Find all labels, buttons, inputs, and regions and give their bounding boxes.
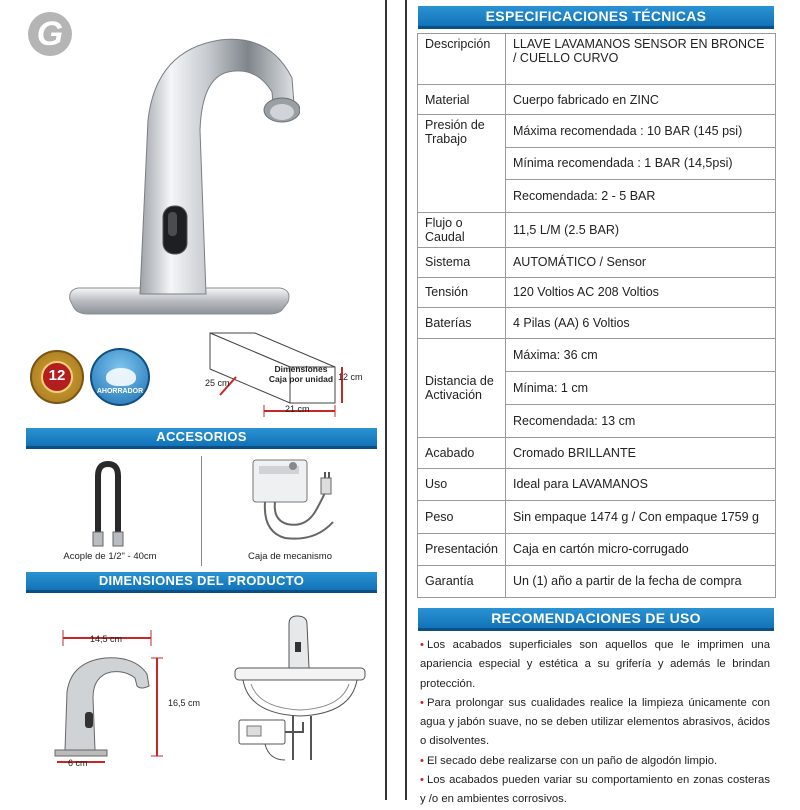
mechanism-box-icon [245, 452, 345, 547]
spec-value: Mínima recomendada : 1 BAR (14,5psi) [505, 147, 775, 180]
recommendations-header: RECOMENDACIONES DE USO [418, 608, 774, 631]
spec-row [418, 85, 776, 115]
spec-value: 4 Pilas (AA) 6 Voltios [505, 307, 775, 338]
box-width-value: 21 cm [285, 404, 310, 414]
accessory-caption-hose: Acople de 1/2" - 40cm [63, 551, 157, 562]
spec-value: Caja en cartón micro-corrugado [505, 533, 775, 565]
spec-row [418, 468, 776, 500]
spec-value: Máxima recomendada : 10 BAR (145 psi) [505, 115, 775, 148]
spec-row [418, 533, 776, 565]
spec-row [418, 338, 776, 371]
recommendation-item: • Los acabados pueden variar su comportamiento en zonas costeras y /o en ambientes corrosivos. [420, 774, 770, 806]
box-label-line1: Dimensiones [274, 364, 328, 374]
spec-row [418, 307, 776, 338]
spec-key: Distancia de Activación [418, 338, 506, 437]
spec-value: Cromado BRILLANTE [505, 437, 775, 468]
spec-row [418, 247, 776, 277]
accessories-header: ACCESORIOS [26, 428, 377, 449]
spec-value: LLAVE LAVAMANOS SENSOR EN BRONCE / CUELLO CURVO [505, 34, 775, 85]
spec-row [418, 500, 776, 533]
warranty-years: 12 [48, 367, 66, 384]
box-label-line2: Caja por unidad [268, 374, 334, 384]
spec-value: 120 Voltios AC 208 Voltios [505, 277, 775, 307]
spec-row [418, 437, 776, 468]
spec-key: Baterías [418, 307, 506, 338]
spec-row [418, 34, 776, 85]
sink-installation-drawing [225, 610, 375, 770]
spec-row [418, 565, 776, 597]
spec-row [418, 277, 776, 307]
right-divider [405, 0, 407, 800]
spec-row [418, 212, 776, 247]
spec-value: Mínima: 1 cm [505, 371, 775, 404]
spec-header: ESPECIFICACIONES TÉCNICAS [418, 6, 774, 29]
recommendations-list [420, 636, 770, 810]
spec-key: Uso [418, 468, 506, 500]
warranty-badge [30, 350, 84, 404]
product-reach-value: 14,5 cm [90, 634, 123, 644]
box-depth-value: 25 cm [205, 378, 230, 388]
spec-row [418, 115, 776, 148]
spec-value: Ideal para LAVAMANOS [505, 468, 775, 500]
hose-icon [90, 458, 126, 550]
spec-key: Acabado [418, 437, 506, 468]
spec-key: Descripción [418, 34, 506, 85]
dimensions-header: DIMENSIONES DEL PRODUCTO [26, 572, 377, 593]
faucet-image [60, 20, 300, 325]
spec-value: Máxima: 36 cm [505, 338, 775, 371]
spec-value: 11,5 L/M (2.5 BAR) [505, 212, 775, 247]
box-height-value: 12 cm [338, 372, 363, 382]
product-height-value: 16,5 cm [168, 698, 201, 708]
spec-value: Recomendada: 13 cm [505, 404, 775, 437]
water-saving-badge [90, 348, 150, 406]
spec-key: Material [418, 85, 506, 115]
left-divider [385, 0, 387, 800]
spec-key: Peso [418, 500, 506, 533]
spec-value: AUTOMÁTICO / Sensor [505, 247, 775, 277]
spec-value: Cuerpo fabricado en ZINC [505, 85, 775, 115]
spec-key: Tensión [418, 277, 506, 307]
spec-key: Flujo o Caudal [418, 212, 506, 247]
spec-key: Presentación [418, 533, 506, 565]
brand-logo-letter: G [36, 15, 64, 53]
spec-value: Sin empaque 1474 g / Con empaque 1759 g [505, 500, 775, 533]
spec-key: Presión de Trabajo [418, 115, 506, 213]
recommendation-item: • El secado debe realizarse con un paño de algodón limpio. [420, 754, 718, 767]
spec-key: Garantía [418, 565, 506, 597]
spec-key: Sistema [418, 247, 506, 277]
recommendation-item: • Los acabados superficiales son aquellos que le imprimen una apariencia especial y estética a su grifería y además le brindan protección. [420, 639, 770, 690]
spec-table [417, 33, 776, 598]
accessories-divider [201, 456, 202, 566]
spec-value: Recomendada: 2 - 5 BAR [505, 180, 775, 213]
recommendation-item: • Para prolongar sus cualidades realice la limpieza únicamente con agua y jabón suave, no se deben utilizar elementos abrasivos, ácidos o disolventes. [420, 696, 770, 748]
spec-value: Un (1) año a partir de la fecha de compra [505, 565, 775, 597]
accessory-caption-box: Caja de mecanismo [248, 551, 332, 562]
water-saving-text: AHORRADOR [96, 388, 144, 395]
product-base-value: 6 cm [68, 758, 88, 768]
